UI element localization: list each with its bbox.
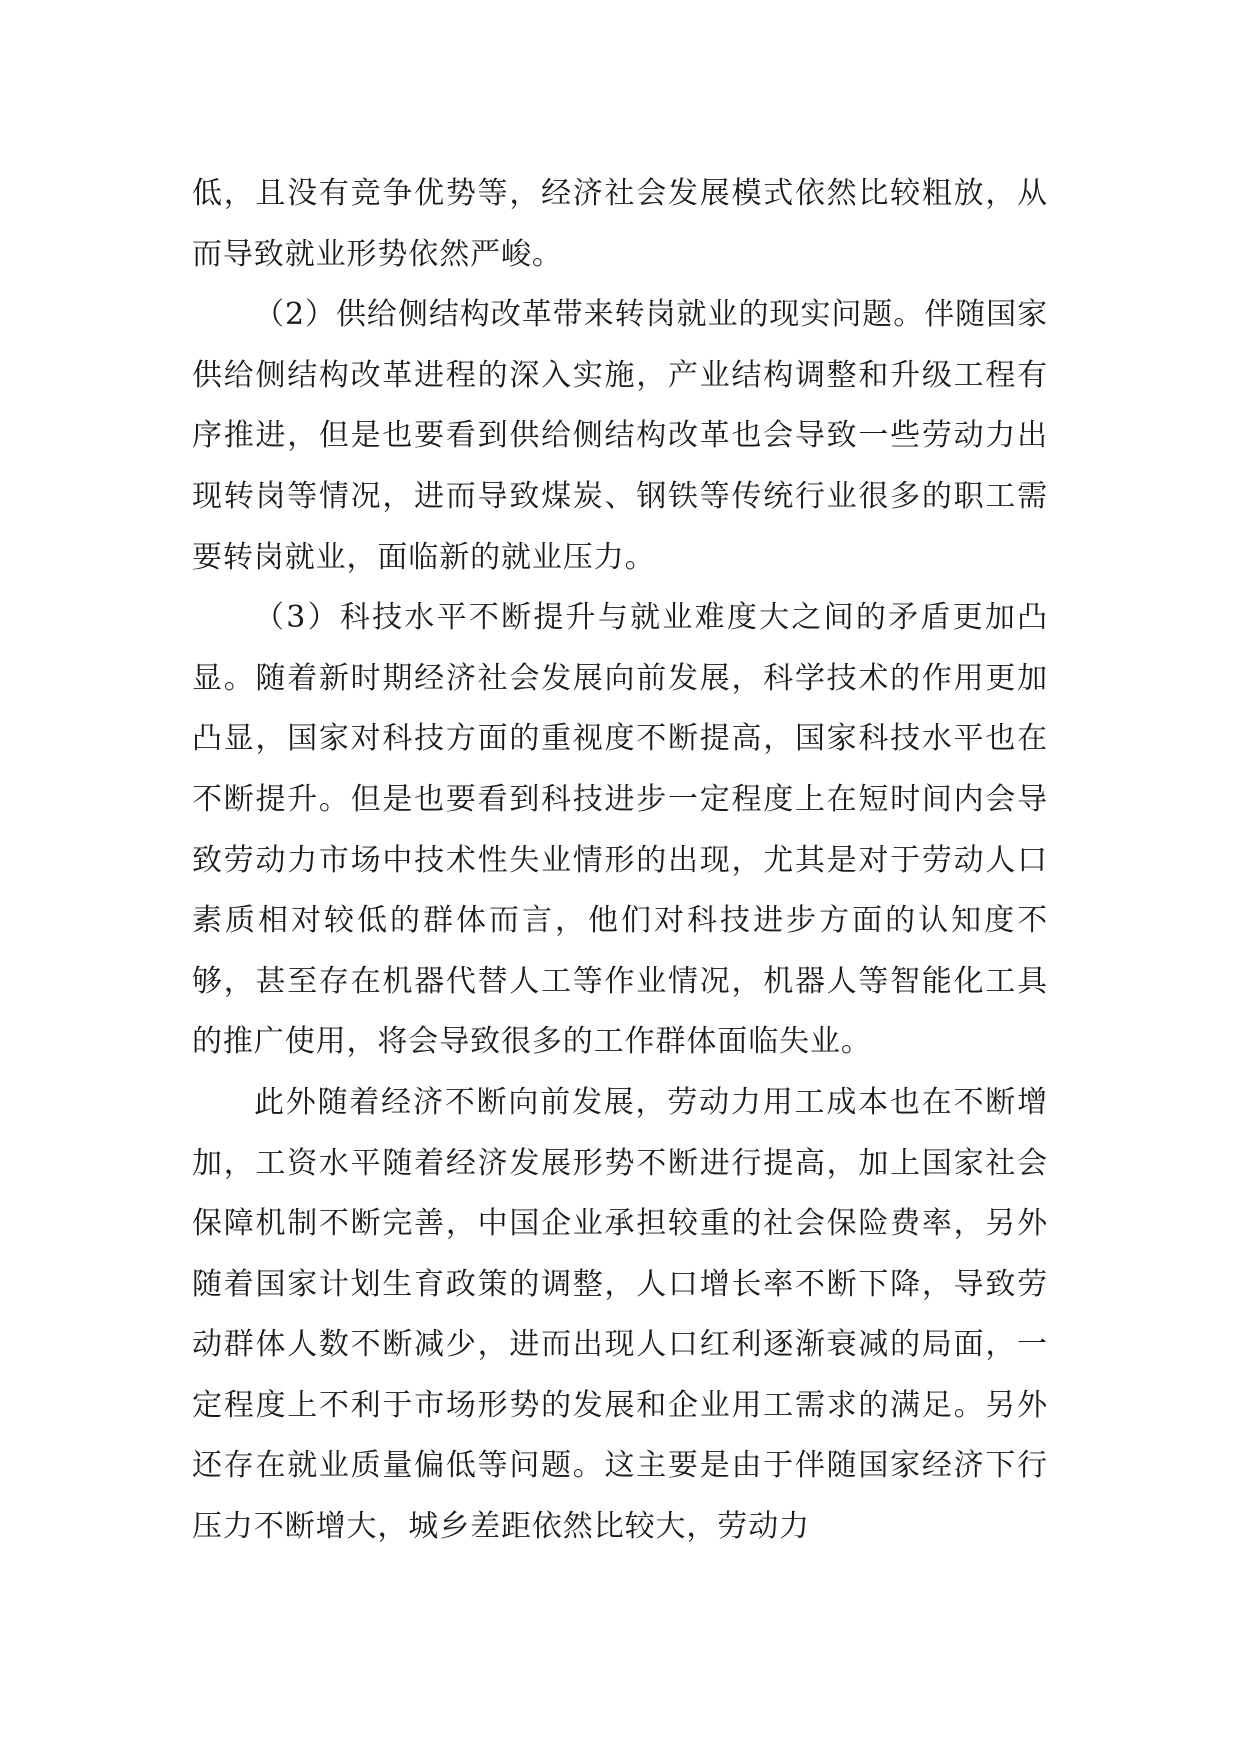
document-body (192, 164, 1048, 1558)
paragraph-labor-cost: 此外随着经济不断向前发展，劳动力用工成本也在不断增加，工资水平随着经济发展形势不断进行提高，加上国家社会保障机制不断完善，中国企业承担较重的社会保险费率，另外随着国家计划生育政策的调整，人口增长率不断下降，导致劳动群体人数不断减少，进而出现人口红利逐渐衰减的局面，一定程度上不利于市场形势的发展和企业用工需求的满足。另外还存在就业质量偏低等问题。这主要是由于伴随国家经济下行压力不断增大，城乡差距依然比较大，劳动力 (192, 1084, 1048, 1545)
paragraph-supply-side-reform: （2）供给侧结构改革带来转岗就业的现实问题。伴随国家供给侧结构改革进程的深入实施，产业结构调整和升级工程有序推进，但是也要看到供给侧结构改革也会导致一些劳动力出现转岗等情况，进而导致煤炭、钢铁等传统行业很多的职工需要转岗就业，面临新的就业压力。 (192, 297, 1048, 575)
paragraph-continuation: 低，且没有竞争优势等，经济社会发展模式依然比较粗放，从而导致就业形势依然严峻。 (192, 176, 1048, 272)
paragraph-technology-progress: （3）科技水平不断提升与就业难度大之间的矛盾更加凸显。随着新时期经济社会发展向前发展，科学技术的作用更加凸显，国家对科技方面的重视度不断提高，国家科技水平也在不断提升。但是也要看到科技进步一定程度上在短时间内会导致劳动力市场中技术性失业情形的出现，尤其是对于劳动人口素质相对较低的群体而言，他们对科技进步方面的认知度不够，甚至存在机器代替人工等作业情况，机器人等智能化工具的推广使用，将会导致很多的工作群体面临失业。 (192, 600, 1048, 1060)
